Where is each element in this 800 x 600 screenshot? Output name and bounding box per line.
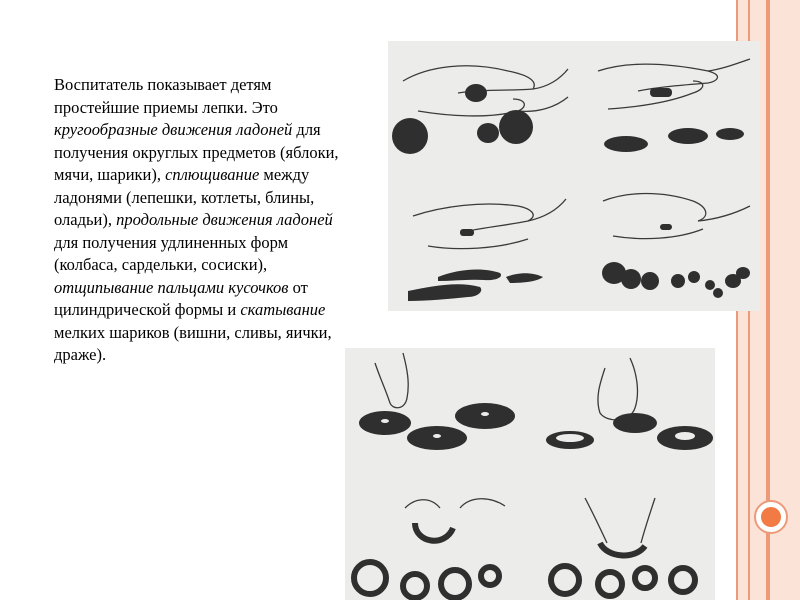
description-text xyxy=(46,74,346,367)
decorative-dot xyxy=(761,507,781,527)
text-italic-rolling: скатывание xyxy=(240,300,326,319)
text-segment: для получения удлиненных форм (колбаса, сардельки, сосиски), xyxy=(54,232,289,274)
illustration-top xyxy=(388,41,760,311)
modeling-techniques-bottom-illustration xyxy=(345,348,715,600)
decorative-circle-icon xyxy=(754,500,788,534)
text-segment: между ладонями (лепешки, котлеты, блины, оладьи), xyxy=(54,165,315,229)
text-segment: Воспитатель показывает детям простейшие приемы лепки. Это xyxy=(54,75,278,117)
illustration-bottom xyxy=(345,348,715,600)
text-italic-pinching: отщипывание пальцами кусочков xyxy=(54,277,289,297)
text-italic-longitudinal-motions: продольные движения ладоней xyxy=(116,210,333,229)
text-segment: для получения округлых предметов (яблоки, мячи, шарики), xyxy=(54,120,339,184)
text-segment: от цилиндрической формы и xyxy=(54,277,308,319)
text-italic-flattening: сплющивание xyxy=(165,165,260,184)
modeling-techniques-top-illustration xyxy=(388,41,760,311)
text-segment: мелких шариков (вишни, сливы, яички, драже). xyxy=(54,322,332,364)
text-italic-circular-motions: кругообразные движения ладоней xyxy=(54,120,293,139)
